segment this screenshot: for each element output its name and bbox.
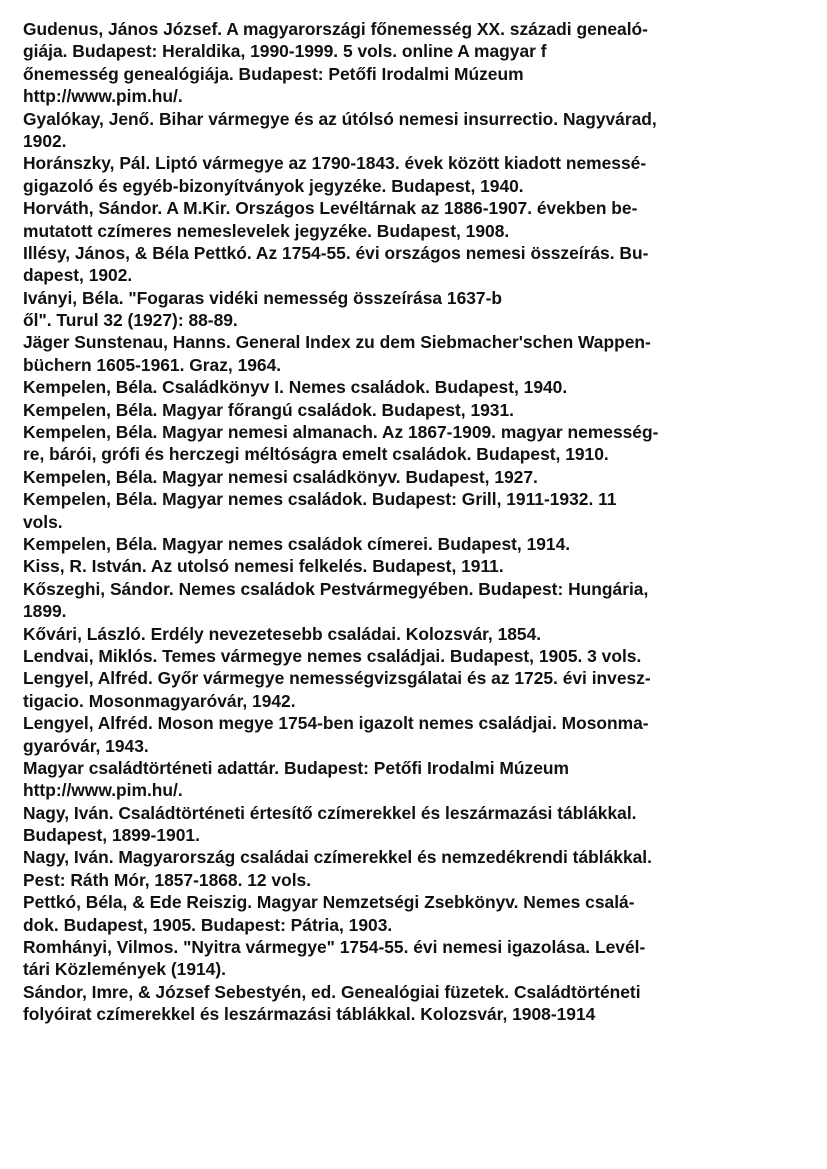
text-line: tigacio. Mosonmagyaróvár, 1942. bbox=[23, 690, 296, 711]
text-line: folyóirat czímerekkel és leszármazási táblákkal. Kolozsvár, 1908-1914 bbox=[23, 1004, 596, 1025]
text-line bbox=[23, 1026, 813, 1048]
text-line: Nagy, Iván. Magyarország családai czímerekkel és nemzedékrendi táblákkal. bbox=[23, 847, 652, 868]
text-line: http://www.pim.hu/. bbox=[23, 780, 183, 801]
text-line: 1902. bbox=[23, 130, 67, 151]
bibliography-page bbox=[23, 18, 813, 1048]
text-line: vols. bbox=[23, 511, 63, 532]
text-line: Kempelen, Béla. Magyar nemes családok címerei. Budapest, 1914. bbox=[23, 533, 571, 554]
text-line: dok. Budapest, 1905. Budapest: Pátria, 1903. bbox=[23, 914, 393, 935]
text-line: Jäger Sunstenau, Hanns. General Index zu dem Siebmacher'schen Wappen- bbox=[23, 332, 651, 353]
text-line: gyaróvár, 1943. bbox=[23, 735, 149, 756]
text-line: Iványi, Béla. "Fogaras vidéki nemesség összeírása 1637-b bbox=[23, 287, 503, 308]
text-line: Kempelen, Béla. Magyar nemesi almanach. Az 1867-1909. magyar nemesség- bbox=[23, 422, 659, 443]
text-line: Kempelen, Béla. Magyar nemes családok. Budapest: Grill, 1911-1932. 11 bbox=[23, 489, 617, 510]
text-line: Kempelen, Béla. Magyar főrangú családok. Budapest, 1931. bbox=[23, 399, 514, 420]
text-line: Magyar családtörténeti adattár. Budapest: Petőfi Irodalmi Múzeum bbox=[23, 757, 569, 778]
text-line: Kővári, László. Erdély nevezetesebb családai. Kolozsvár, 1854. bbox=[23, 623, 542, 644]
text-line: 1899. bbox=[23, 601, 67, 622]
text-line: Lendvai, Miklós. Temes vármegye nemes családjai. Budapest, 1905. 3 vols. bbox=[23, 645, 642, 666]
text-line: re, bárói, grófi és herczegi méltóságra emelt családok. Budapest, 1910. bbox=[23, 444, 609, 465]
text-line: gigazoló és egyéb-bizonyítványok jegyzéke. Budapest, 1940. bbox=[23, 175, 524, 196]
text-line: tári Közlemények (1914). bbox=[23, 959, 226, 980]
text-line: Kempelen, Béla. Családkönyv I. Nemes családok. Budapest, 1940. bbox=[23, 377, 568, 398]
text-line: büchern 1605-1961. Graz, 1964. bbox=[23, 354, 282, 375]
text-line: http://www.pim.hu/. bbox=[23, 86, 183, 107]
text-line: Budapest, 1899-1901. bbox=[23, 825, 200, 846]
text-line: Gyalókay, Jenő. Bihar vármegye és az útólsó nemesi insurrectio. Nagyvárad, bbox=[23, 108, 657, 129]
text-line: Horánszky, Pál. Liptó vármegye az 1790-1843. évek között kiadott nemessé- bbox=[23, 153, 647, 174]
text-line: Sándor, Imre, & József Sebestyén, ed. Genealógiai füzetek. Családtörténeti bbox=[23, 981, 641, 1002]
text-line: Nagy, Iván. Családtörténeti értesítő czímerekkel és leszármazási táblákkal. bbox=[23, 802, 637, 823]
text-line: Romhányi, Vilmos. "Nyitra vármegye" 1754-55. évi nemesi igazolása. Levél- bbox=[23, 937, 646, 958]
text-line: Lengyel, Alfréd. Győr vármegye nemességvizsgálatai és az 1725. évi invesz- bbox=[23, 668, 651, 689]
text-line: Lengyel, Alfréd. Moson megye 1754-ben igazolt nemes családjai. Mosonma- bbox=[23, 713, 649, 734]
text-line: őnemesség genealógiája. Budapest: Petőfi Irodalmi Múzeum bbox=[23, 63, 524, 84]
text-line: mutatott czímeres nemeslevelek jegyzéke. Budapest, 1908. bbox=[23, 220, 510, 241]
text-line: Gudenus, János József. A magyarországi főnemesség XX. századi genealó- bbox=[23, 19, 648, 39]
text-line: dapest, 1902. bbox=[23, 265, 133, 286]
text-line: Kempelen, Béla. Magyar nemesi családkönyv. Budapest, 1927. bbox=[23, 466, 538, 487]
text-line: Horváth, Sándor. A M.Kir. Országos Levéltárnak az 1886-1907. években be- bbox=[23, 198, 638, 219]
text-line: ől". Turul 32 (1927): 88-89. bbox=[23, 310, 238, 331]
text-line: Kőszeghi, Sándor. Nemes családok Pestvármegyében. Budapest: Hungária, bbox=[23, 578, 649, 599]
text-line: Pest: Ráth Mór, 1857-1868. 12 vols. bbox=[23, 869, 312, 890]
text-line: Illésy, János, & Béla Pettkó. Az 1754-55. évi országos nemesi összeírás. Bu- bbox=[23, 242, 649, 263]
text-line: Pettkó, Béla, & Ede Reiszig. Magyar Nemzetségi Zsebkönyv. Nemes csalá- bbox=[23, 892, 635, 913]
text-line: giája. Budapest: Heraldika, 1990-1999. 5 vols. online A magyar f bbox=[23, 41, 547, 62]
text-line: Kiss, R. István. Az utolsó nemesi felkelés. Budapest, 1911. bbox=[23, 556, 504, 577]
